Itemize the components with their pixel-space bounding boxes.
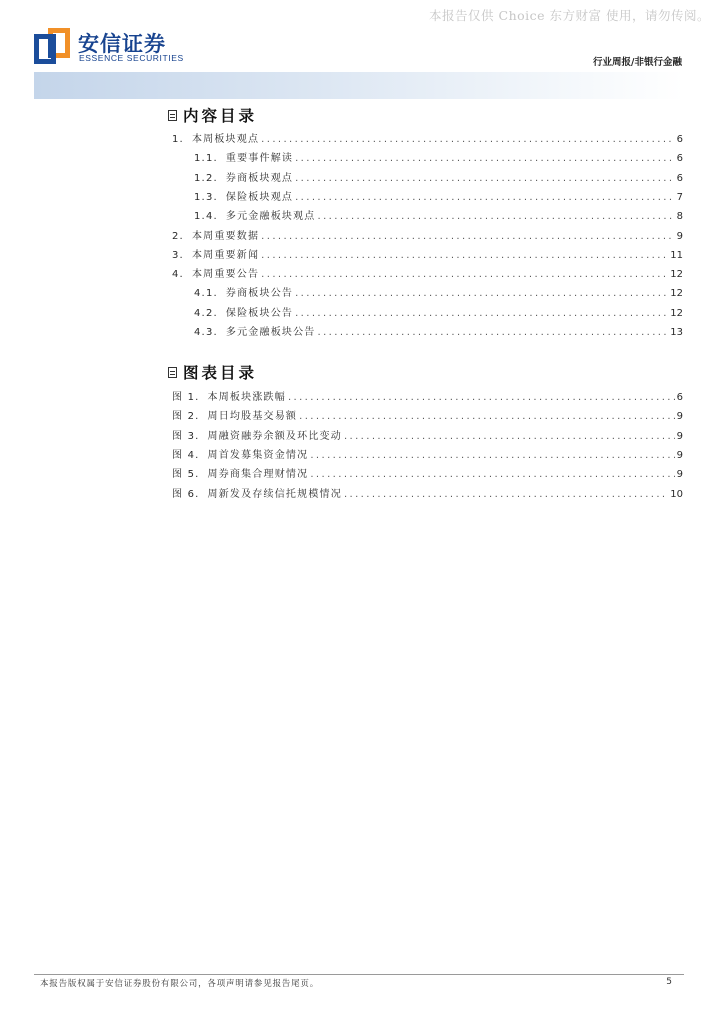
list-bullet-icon xyxy=(168,367,177,378)
toc-entry-number: 1.3. xyxy=(194,191,218,203)
toc-entry-page: 12 xyxy=(670,288,683,300)
toc-entry-label: 周日均股基交易额 xyxy=(207,411,298,423)
header-band xyxy=(34,72,684,99)
toc-entry[interactable] xyxy=(194,169,683,183)
toc-entry-label: 保险板块观点 xyxy=(225,191,294,203)
toc-entry-page: 6 xyxy=(676,392,683,403)
toc-entry[interactable] xyxy=(172,246,683,260)
toc-entry-number: 1.2. xyxy=(194,172,218,184)
report-type-label: 行业周报/非银行金融 xyxy=(593,57,682,68)
toc-entry-number: 1.1. xyxy=(194,153,218,165)
toc-entry-number: 4. xyxy=(172,269,184,281)
toc-leader-dots xyxy=(295,308,668,319)
toc-entry-number: 2. xyxy=(172,230,184,242)
toc-entry-label: 本周重要数据 xyxy=(191,230,260,242)
toc-entry-number: 4.1. xyxy=(194,288,218,300)
toc-leader-dots xyxy=(295,288,668,299)
contents-title-text: 内容目录 xyxy=(183,107,258,125)
toc-entry[interactable] xyxy=(172,388,683,402)
toc-entry-label: 周融资融券余额及环比变动 xyxy=(207,430,342,442)
toc-entry[interactable] xyxy=(172,265,683,279)
toc-entry-page: 9 xyxy=(676,469,683,481)
toc-entry-number: 1. xyxy=(172,134,184,145)
toc-leader-dots xyxy=(261,231,674,242)
toc-entry-number: 1.4. xyxy=(194,211,218,223)
toc-entry-label: 多元金融板块公告 xyxy=(225,327,316,338)
logo-mark-icon xyxy=(34,28,70,64)
figures-title xyxy=(168,361,257,383)
toc-entry[interactable] xyxy=(172,446,683,460)
toc-leader-dots xyxy=(261,250,668,261)
toc-entry-page: 7 xyxy=(676,191,683,203)
toc-entry[interactable] xyxy=(172,427,683,441)
toc-leader-dots xyxy=(310,469,674,480)
toc-entry-number: 图 3. xyxy=(172,430,200,442)
toc-leader-dots xyxy=(318,211,675,222)
toc-leader-dots xyxy=(295,173,675,184)
toc-entry-label: 重要事件解读 xyxy=(225,153,294,165)
toc-entry-label: 券商板块观点 xyxy=(225,172,294,184)
company-logo xyxy=(34,28,194,68)
toc-entry-page: 12 xyxy=(670,307,683,319)
toc-entry-number: 图 1. xyxy=(172,392,200,403)
toc-entry-page: 11 xyxy=(670,249,683,261)
toc-entry-label: 周首发募集资金情况 xyxy=(207,449,309,461)
toc-entry-page: 6 xyxy=(676,172,683,184)
toc-entry-number: 4.2. xyxy=(194,307,218,319)
toc-entry-page: 6 xyxy=(676,134,683,145)
toc-entry[interactable] xyxy=(172,407,683,421)
toc-entry-label: 本周重要公告 xyxy=(191,269,260,281)
watermark: 本报告仅供 Choice 东方财富 使用，请勿传阅。 xyxy=(429,8,710,23)
toc-entry[interactable] xyxy=(194,323,683,337)
toc-entry-label: 本周重要新闻 xyxy=(191,249,260,261)
toc-entry-page: 6 xyxy=(676,153,683,165)
toc-entry-label: 周券商集合理财情况 xyxy=(207,469,309,481)
toc-entry-label: 券商板块公告 xyxy=(225,288,294,300)
toc-entry[interactable] xyxy=(172,465,683,479)
toc-leader-dots xyxy=(261,134,674,145)
logo-english-name: ESSENCE SECURITIES xyxy=(79,53,184,63)
list-bullet-icon xyxy=(168,110,177,121)
toc-entry-label: 本周板块涨跌幅 xyxy=(207,392,286,403)
toc-entry-label: 本周板块观点 xyxy=(191,134,260,145)
toc-entry-page: 9 xyxy=(676,411,683,423)
toc-entry[interactable] xyxy=(194,304,683,318)
toc-entry-number: 图 5. xyxy=(172,469,200,481)
toc-entry-number: 3. xyxy=(172,249,184,261)
toc-entry-page: 9 xyxy=(676,230,683,242)
toc-entry[interactable] xyxy=(194,188,683,202)
figures-title-text: 图表目录 xyxy=(183,364,258,382)
toc-entry[interactable] xyxy=(172,227,683,241)
toc-leader-dots xyxy=(344,489,668,500)
toc-leader-dots xyxy=(295,192,675,203)
toc-entry-page: 9 xyxy=(676,430,683,442)
toc-entry-page: 12 xyxy=(670,269,683,281)
toc-leader-dots xyxy=(318,327,669,338)
toc-entry-number: 4.3. xyxy=(194,327,218,338)
toc-leader-dots xyxy=(288,392,675,403)
toc-leader-dots xyxy=(299,411,674,422)
toc-entry-page: 8 xyxy=(676,211,683,223)
toc-entry-label: 周新发及存续信托规模情况 xyxy=(207,488,342,500)
footer-disclaimer: 本报告版权属于安信证券股份有限公司，各项声明请参见报告尾页。 xyxy=(40,979,320,989)
toc-leader-dots xyxy=(261,269,668,280)
toc-entry-label: 多元金融板块观点 xyxy=(225,211,316,223)
toc-leader-dots xyxy=(344,431,675,442)
toc-leader-dots xyxy=(295,153,675,164)
toc-entry[interactable] xyxy=(172,485,683,499)
toc-entry-label: 保险板块公告 xyxy=(225,307,294,319)
toc-entry-page: 13 xyxy=(670,327,683,338)
page-number: 5 xyxy=(666,977,672,987)
toc-entry-page: 9 xyxy=(676,449,683,461)
toc-entry-page: 10 xyxy=(670,488,683,500)
toc-entry-number: 图 4. xyxy=(172,449,200,461)
toc-entry[interactable] xyxy=(194,149,683,163)
toc-entry[interactable] xyxy=(172,130,683,144)
toc-entry[interactable] xyxy=(194,207,683,221)
contents-title xyxy=(168,104,257,126)
toc-entry-number: 图 6. xyxy=(172,488,200,500)
toc-entry-number: 图 2. xyxy=(172,411,200,423)
footer-divider xyxy=(34,974,684,975)
toc-entry[interactable] xyxy=(194,284,683,298)
logo-chinese-name: 安信证券 xyxy=(78,32,166,56)
toc-leader-dots xyxy=(310,450,674,461)
